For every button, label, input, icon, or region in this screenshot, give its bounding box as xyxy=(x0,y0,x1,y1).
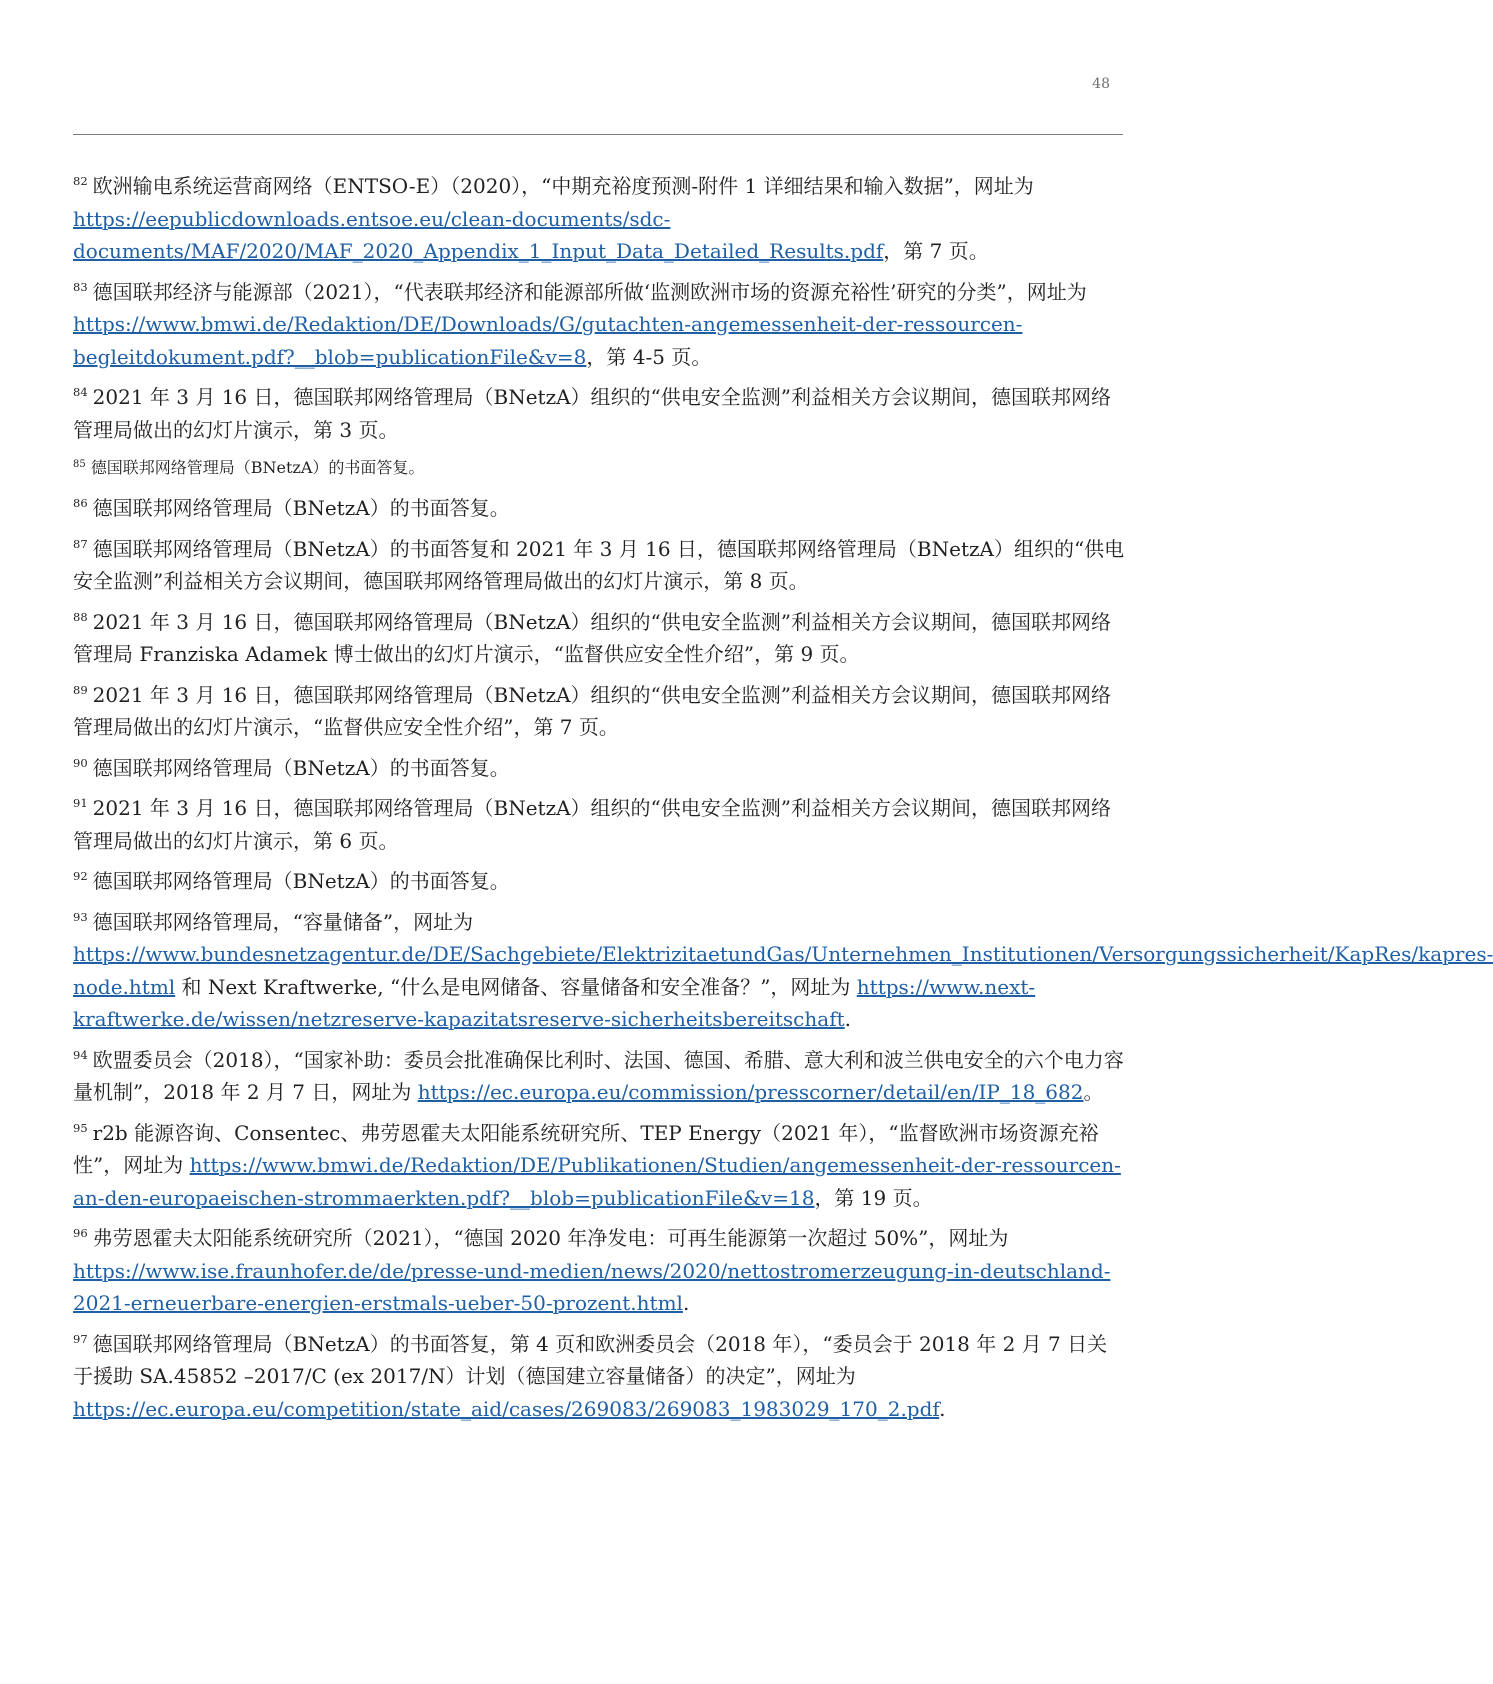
footnote-number: 89 xyxy=(73,682,88,697)
footnote-text: 2021 年 3 月 16 日，德国联邦网络管理局（BNetzA）组织的“供电安全监测”利益相关方会议期间，德国联邦网络管理局做出的幻灯片演示，“监督供应安全性介绍”，第 7 页。 xyxy=(73,682,1111,739)
footnote-text: 德国联邦网络管理局（BNetzA）的书面答复。 xyxy=(92,755,510,780)
footnote-text: 2021 年 3 月 16 日，德国联邦网络管理局（BNetzA）组织的“供电安全监测”利益相关方会议期间，德国联邦网络管理局做出的幻灯片演示，第 3 页。 xyxy=(73,385,1111,442)
footnote-number: 96 xyxy=(73,1226,88,1240)
footnote-text: . xyxy=(844,1007,851,1031)
footnote-number: 86 xyxy=(73,496,88,510)
page-number: 48 xyxy=(1092,76,1110,92)
footnote-text: . xyxy=(682,1291,690,1315)
footnote-text: . xyxy=(939,1396,946,1421)
footnote-88 xyxy=(73,606,1125,671)
footnote-82 xyxy=(73,170,1125,268)
footnote-number: 94 xyxy=(73,1047,88,1062)
footnote-number: 85 xyxy=(73,459,86,470)
footnote-number: 83 xyxy=(73,279,88,294)
footnote-link[interactable]: https://www.bundesnetzagentur.de/DE/Sachgebiete/ElektrizitaetundGas/Unternehmen_Institutionen/Versorgungssicherheit/KapRes/kapres-node.html xyxy=(73,942,1493,999)
footnote-86 xyxy=(73,492,1125,525)
footnote-text: ，第 7 页。 xyxy=(883,239,989,263)
footnote-link[interactable]: https://www.ise.fraunhofer.de/de/presse-und-medien/news/2020/nettostromerzeugung-in-deutschland-2021-erneuerbare-energien-erstmals-ueber-50-prozent.html xyxy=(73,1258,1111,1315)
footnote-text: 德国联邦网络管理局（BNetzA）的书面答复。 xyxy=(92,496,510,520)
footnote-97 xyxy=(73,1328,1125,1426)
footnote-text: ，第 4-5 页。 xyxy=(586,344,712,369)
footnote-text: 德国联邦网络管理局（BNetzA）的书面答复和 2021 年 3 月 16 日，德国联邦网络管理局（BNetzA）组织的“供电安全监测”利益相关方会议期间，德国联邦网络管理局做出的幻灯片演示，第 8 页。 xyxy=(73,536,1125,593)
footnote-number: 93 xyxy=(73,909,88,924)
footnote-text: 欧盟委员会（2018），“国家补助：委员会批准确保比利时、法国、德国、希腊、意大利和波兰供电安全的六个电力容量机制”，2018 年 2 月 7 日，网址为 xyxy=(73,1047,1124,1104)
footnote-text: 德国联邦网络管理局，“容量储备”，网址为 xyxy=(92,909,474,934)
footnote-text: 欧洲输电系统运营商网络（ENTSO-E）（2020），“中期充裕度预测-附件 1 详细结果和输入数据”，网址为 xyxy=(92,174,1034,198)
footnote-number: 97 xyxy=(73,1331,88,1346)
footnote-84 xyxy=(73,381,1125,446)
footnote-link[interactable]: https://www.bmwi.de/Redaktion/DE/Publikationen/Studien/angemessenheit-der-ressourcen-an-den-europaeischen-strommaerkten.pdf?__blob=publicationFile&v=18 xyxy=(73,1153,1121,1210)
footnote-text: 德国联邦网络管理局（BNetzA）的书面答复，第 4 页和欧洲委员会（2018 年），“委员会于 2018 年 2 月 7 日关于援助 SA.45852 –2017/C (ex 2017/N）计划（德国建立容量储备）的决定”，网址为 xyxy=(73,1331,1108,1388)
footnote-number: 82 xyxy=(73,174,88,188)
footnote-87 xyxy=(73,533,1125,598)
footnote-text: 2021 年 3 月 16 日，德国联邦网络管理局（BNetzA）组织的“供电安全监测”利益相关方会议期间，德国联邦网络管理局 Franziska Adamek 博士做出的幻灯片演示，“监督供应安全性介绍”，第 9 页。 xyxy=(73,609,1111,666)
footnote-number: 91 xyxy=(73,796,88,810)
footnote-93 xyxy=(73,906,1493,1036)
footnote-text: ，第 19 页。 xyxy=(814,1185,933,1210)
footnote-link[interactable]: https://ec.europa.eu/competition/state_aid/cases/269083/269083_1983029_170_2.pdf xyxy=(73,1396,940,1421)
footnote-number: 95 xyxy=(73,1120,88,1135)
footnote-text: 。 xyxy=(1083,1080,1104,1104)
footnote-number: 90 xyxy=(73,755,88,770)
footnote-link[interactable]: https://ec.europa.eu/commission/presscorner/detail/en/IP_18_682 xyxy=(417,1080,1084,1104)
footnote-text: 德国联邦网络管理局（BNetzA）的书面答复。 xyxy=(90,458,425,477)
footnote-text: 和 Next Kraftwerke, “什么是电网储备、容量储备和安全准备？”，网址为 xyxy=(175,974,857,999)
footnote-92 xyxy=(73,865,1125,898)
footnote-text: 德国联邦网络管理局（BNetzA）的书面答复。 xyxy=(92,869,510,893)
footnote-number: 92 xyxy=(73,869,88,883)
footnote-89 xyxy=(73,679,1125,744)
footnote-number: 87 xyxy=(73,536,88,551)
footnote-90 xyxy=(73,752,1125,785)
footnote-95 xyxy=(73,1117,1125,1215)
footnote-83 xyxy=(73,276,1125,374)
footnote-text: 弗劳恩霍夫太阳能系统研究所（2021），“德国 2020 年净发电：可再生能源第一次超过 50%”，网址为 xyxy=(92,1226,1009,1250)
footnote-link[interactable]: https://www.next-kraftwerke.de/wissen/netzreserve-kapazitatsreserve-sicherheitsbereitschaft xyxy=(73,974,1036,1031)
footnote-number: 84 xyxy=(73,385,88,399)
footnote-number: 88 xyxy=(73,609,88,624)
header-rule xyxy=(73,134,1123,135)
footnote-text: 德国联邦经济与能源部（2021），“代表联邦经济和能源部所做‘监测欧洲市场的资源充裕性’研究的分类”，网址为 xyxy=(92,279,1087,304)
footnote-text: 2021 年 3 月 16 日，德国联邦网络管理局（BNetzA）组织的“供电安全监测”利益相关方会议期间，德国联邦网络管理局做出的幻灯片演示，第 6 页。 xyxy=(73,796,1111,853)
footnote-91 xyxy=(73,792,1125,857)
footnote-94 xyxy=(73,1044,1125,1109)
footnote-link[interactable]: https://eepublicdownloads.entsoe.eu/clean-documents/sdc-documents/MAF/2020/MAF_2020_Appendix_1_Input_Data_Detailed_Results.pdf xyxy=(73,206,884,263)
footnote-85 xyxy=(73,454,1125,482)
footnote-96 xyxy=(73,1222,1125,1320)
footnote-text: r2b 能源咨询、Consentec、弗劳恩霍夫太阳能系统研究所、TEP Energy（2021 年），“监督欧洲市场资源充裕性”，网址为 xyxy=(73,1120,1099,1177)
footnotes-list xyxy=(73,170,1493,1425)
footnote-link[interactable]: https://www.bmwi.de/Redaktion/DE/Downloads/G/gutachten-angemessenheit-der-ressourcen-begleitdokument.pdf?__blob=publicationFile&v=8 xyxy=(73,312,1023,369)
